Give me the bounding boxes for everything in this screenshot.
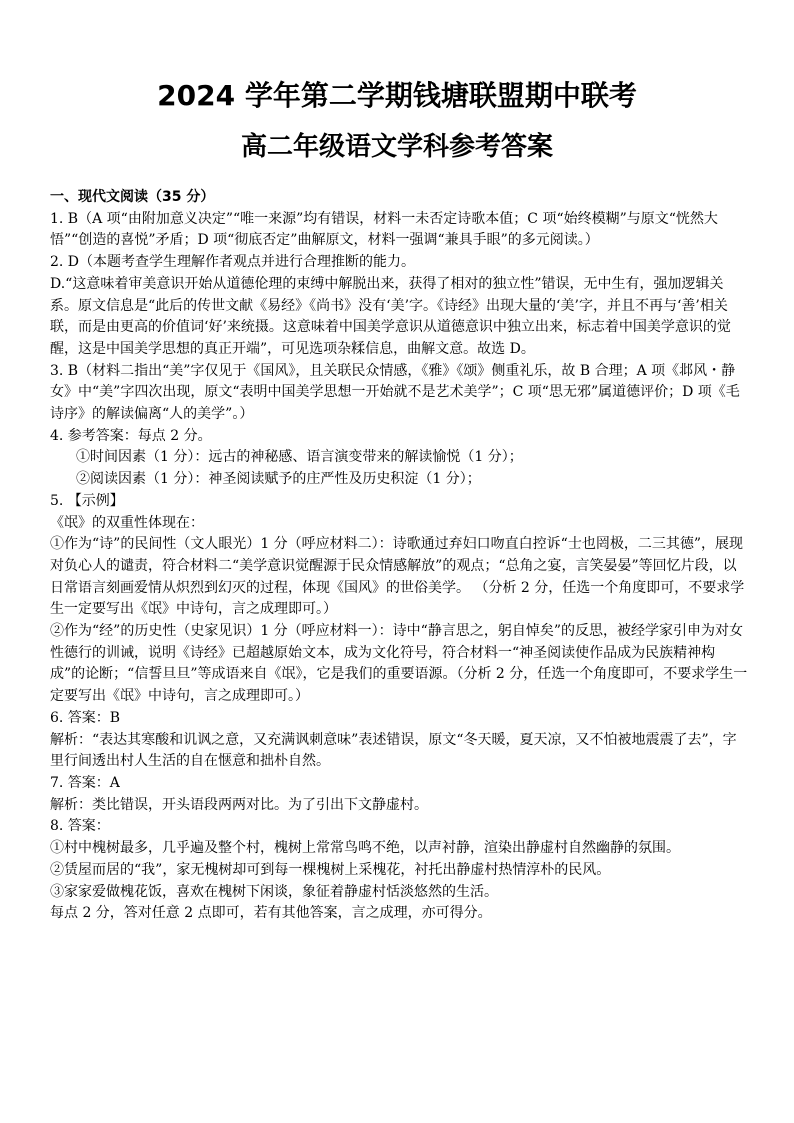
answer-q2-line1: 2. D（本题考查学生理解作者观点并进行合理推断的能力。	[50, 254, 416, 271]
exam-subtitle: 高二年级语文学科参考答案	[240, 132, 553, 162]
section-heading: 一、现代文阅读（35 分）	[50, 189, 215, 205]
answer-q5-head: 5. 【示例】	[50, 492, 124, 509]
exam-title: 2024 学年第二学期钱塘联盟期中联考	[157, 79, 637, 112]
answer-q6: 6. 答案：B	[50, 709, 121, 726]
answer-q4-item2: ②阅读因素（1 分）：神圣阅读赋予的庄严性及历史积淀（1 分）；	[76, 471, 481, 488]
answer-q8-item2: ②赁屋而居的“我”，家无槐树却可到每一棵槐树上采槐花，衬托出静虚村热情淳朴的民风。	[50, 861, 611, 878]
answer-q5-intro: 《氓》的双重性体现在：	[50, 514, 204, 531]
answer-q4-head: 4. 参考答案：每点 2 分。	[50, 427, 212, 444]
answer-q7: 7. 答案：A	[50, 774, 120, 791]
answer-q5-item2: ②作为“经”的历史性（史家见识）1 分（呼应材料一）：诗中“静言思之，躬自悼矣”的反思，被经学家引申为对女性德行的训诫，说明《诗经》已超越原始文本，成为文化符号，符合材料一“神圣阅读使作品成为民族精神构成”的论断；“信誓旦旦”等成语来自《氓》，它是我们的重要语源。（分析 2 分，任选一个角度即可，不要求学生一定要写出《氓》中诗句，言之成理即可。）	[50, 623, 748, 705]
answer-q8-note: 每点 2 分，答对任意 2 点即可，若有其他答案，言之成理，亦可得分。	[50, 905, 492, 922]
answer-content	[50, 187, 748, 925]
answer-q3: 3. B（材料二指出“美”字仅见于《国风》，且关联民众情感，《雅》《颂》侧重礼乐，故 B 合理；A 项《邶风・静女》中“美”字四次出现，原文“表明中国美学思想一开始就不是艺术美学”；C 项“思无邪”属道德评价；D 项《毛诗序》的解读偏离“人的美学”。）	[50, 362, 740, 423]
answer-q7-explain: 解析：类比错误，开头语段两两对比。为了引出下文静虚村。	[50, 796, 428, 813]
answer-q8: 8. 答案：	[50, 818, 110, 835]
answer-q1: 1. B（A 项“由附加意义决定”“唯一来源”均有错误，材料一未否定诗歌本值；C 项“始终模糊”与原文“恍然大悟”“创造的喜悦”矛盾；D 项“彻底否定”曲解原文，材料一强调“兼具手眼”的多元阅读。）	[50, 210, 718, 249]
answer-q8-item3: ③家家爱做槐花饭，喜欢在槐树下闲谈，象征着静虚村恬淡悠然的生活。	[50, 883, 498, 900]
answer-q2-line2: D.“这意味着审美意识开始从道德伦理的束缚中解脱出来，获得了相对的独立性”错误，无中生有，强加逻辑关系。原文信息是“此后的传世文献《易经》《尚书》没有‘美’字。《诗经》出现大量的‘美’字，并且不再与‘善’相关联，而是由更高的价值词‘好’来统摄。这意味着中国美学意识从道德意识中独立出来，标志着中国美学意识的觉醒，这是中国美学思想的真正开端”，可见选项杂糅信息，曲解文意。故选 D。	[50, 275, 731, 357]
answer-q5-item1: ①作为“诗”的民间性（文人眼光）1 分（呼应材料二）：诗歌通过弃妇口吻直白控诉“士也罔极，二三其德”，展现对负心人的谴责，符合材料二“美学意识觉醒源于民众情感解放”的观点；“总角之宴，言笑晏晏”等回忆片段，以日常语言刻画爱情从炽烈到幻灭的过程，体现《国风》的世俗美学。 （分析 2 分，任选一个角度即可，不要求学生一定要写出《氓》中诗句，言之成理即可。）	[50, 536, 745, 618]
answer-q6-explain: 解析：“表达其寒酸和讥讽之意，又充满讽刺意味”表述错误，原文“冬天暖，夏天凉，又不怕被地震震了去”，字里行间透出村人生活的自在惬意和拙朴自然。	[50, 731, 737, 770]
answer-q4-item1: ①时间因素（1 分）：远古的神秘感、语言演变带来的解读愉悦（1 分）；	[76, 449, 523, 466]
answer-q8-item1: ①村中槐树最多，几乎遍及整个村，槐树上常常鸟鸣不绝，以声衬静，渲染出静虚村自然幽静的氛围。	[50, 840, 680, 857]
